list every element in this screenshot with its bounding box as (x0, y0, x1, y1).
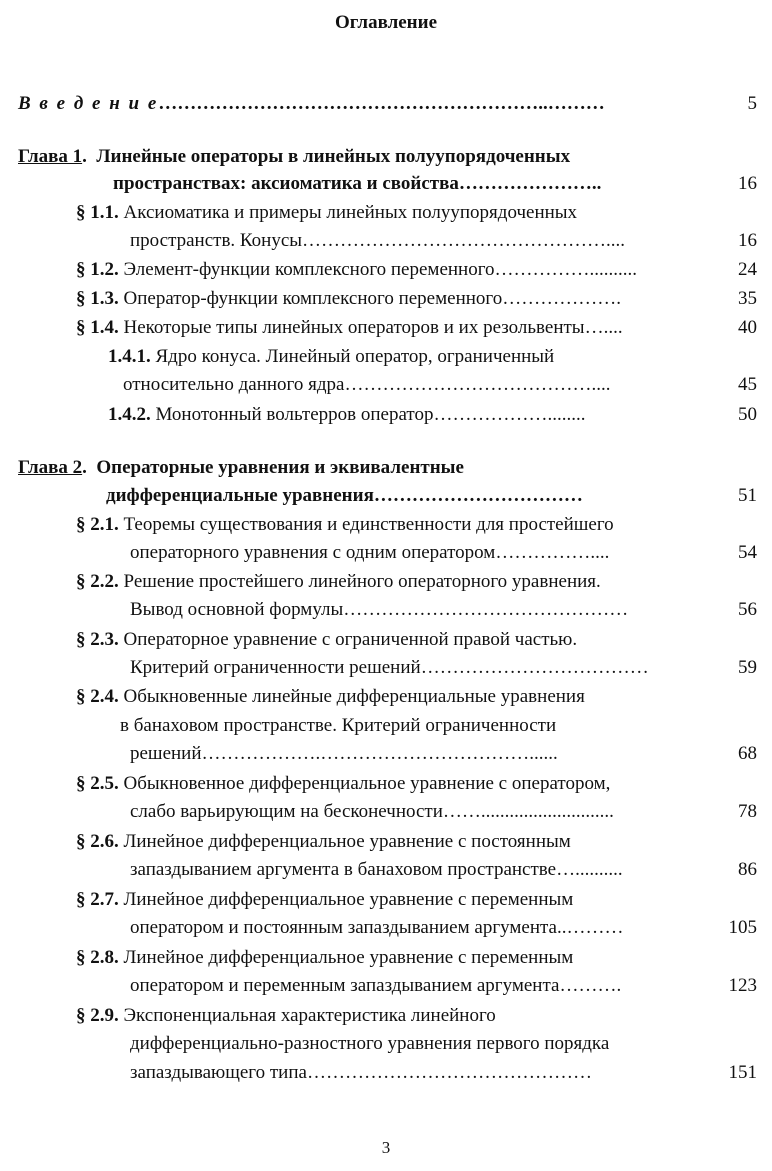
page-title: Оглавление (334, 12, 438, 33)
chapter-1-title-line1: Линейные операторы в линейных полуупорядоченных (96, 146, 571, 167)
section-title-cont: запаздыванием аргумента в банаховом пространстве (130, 859, 557, 880)
section-dots: …………….... (495, 542, 610, 563)
section-number: § 1.1. (76, 202, 119, 223)
toc-entry-2-1-cont (0, 540, 772, 566)
section-dots: ……………………………… (420, 657, 649, 678)
section-dots: ..……… (556, 917, 624, 938)
section-number: § 1.3. (76, 288, 119, 309)
section-page: 50 (738, 404, 757, 425)
toc-entry-2-1 (0, 512, 772, 538)
section-page: 78 (738, 801, 757, 822)
toc-entry-2-5 (0, 771, 772, 797)
section-number: § 2.3. (76, 629, 119, 650)
section-title-cont: Критерий ограниченности решений (130, 657, 421, 678)
section-title: Линейное дифференциальное уравнение с переменным (123, 947, 574, 968)
chapter-1-label: Глава 1 (18, 146, 83, 167)
section-title-cont: пространств. Конусы (130, 230, 303, 251)
section-page: 151 (728, 1062, 757, 1083)
section-page: 40 (738, 317, 757, 338)
section-title-cont: запаздывающего типа (130, 1062, 307, 1083)
section-number: 1.4.1. (108, 346, 151, 367)
toc-entry-2-2 (0, 569, 772, 595)
section-title: Решение простейшего линейного операторного уравнения. (123, 571, 601, 592)
section-title: Операторное уравнение с ограниченной правой частью. (123, 629, 578, 650)
section-dots: ………. (559, 975, 622, 996)
toc-entry-2-4 (0, 684, 772, 710)
section-page: 105 (728, 917, 757, 938)
toc-intro (0, 91, 772, 117)
toc-entry-2-7 (0, 887, 772, 913)
toc-entry-1-2 (0, 257, 772, 283)
section-dots: ….... (584, 317, 623, 338)
section-title: Оператор-функции комплексного переменного (123, 288, 503, 309)
section-number: § 2.8. (76, 947, 119, 968)
section-page: 123 (728, 975, 757, 996)
toc-entry-2-6 (0, 829, 772, 855)
intro-label: В в е д е н и е (18, 93, 159, 114)
toc-entry-1-4-1-cont (0, 372, 772, 398)
section-dots: ……………………………………… (306, 1062, 592, 1083)
section-page: 45 (738, 374, 757, 395)
section-title-cont: относительно данного ядра (123, 374, 345, 395)
section-number: § 2.9. (76, 1005, 119, 1026)
section-page: 35 (738, 288, 757, 309)
toc-entry-2-2-cont (0, 597, 772, 623)
section-number: § 2.5. (76, 773, 119, 794)
toc-entry-2-9-cont (0, 1031, 772, 1057)
chapter-2-dots: …………………………… (373, 485, 583, 506)
toc-entry-2-8 (0, 945, 772, 971)
toc-entry-2-4-cont2 (0, 741, 772, 767)
chapter-2-heading: Глава 2. Операторные уравнения и эквивалентные (18, 457, 464, 478)
section-title: Обыкновенные линейные дифференциальные уравнения (123, 686, 585, 707)
toc-entry-2-7-cont (0, 915, 772, 941)
section-number: 1.4.2. (108, 404, 151, 425)
section-page: 59 (738, 657, 757, 678)
section-number: § 2.2. (76, 571, 119, 592)
section-title-cont: решений (130, 743, 202, 764)
section-dots: ………………………………………….... (302, 230, 626, 251)
toc-entry-2-3 (0, 627, 772, 653)
section-page: 86 (738, 859, 757, 880)
section-title: Элемент-функции комплексного переменного (123, 259, 495, 280)
section-title-cont: операторного уравнения с одним оператором (130, 542, 496, 563)
toc-entry-2-5-cont (0, 799, 772, 825)
section-number: § 2.1. (76, 514, 119, 535)
section-page: 24 (738, 259, 757, 280)
section-title-cont: в банаховом пространстве. Критерий ограниченности (120, 715, 557, 736)
chapter-1-heading-cont (0, 171, 772, 197)
toc-entry-2-8-cont (0, 973, 772, 999)
section-dots: …………….......... (494, 259, 638, 280)
chapter-2-label: Глава 2 (18, 457, 83, 478)
intro-dots: ……………………………………………………..……… (158, 93, 605, 114)
chapter-2-page: 51 (738, 485, 757, 506)
toc-entry-2-3-cont (0, 655, 772, 681)
chapter-1-title-line2: пространствах: аксиоматика и свойства (113, 173, 459, 194)
section-title: Линейное дифференциальное уравнение с постоянным (123, 831, 571, 852)
section-number: § 1.4. (76, 317, 119, 338)
chapter-2-title-line2: дифференциальные уравнения (106, 485, 374, 506)
section-dots: ….......... (556, 859, 623, 880)
section-title: Теоремы существования и единственности для простейшего (123, 514, 614, 535)
toc-entry-1-4-2 (0, 402, 772, 428)
toc-entry-2-4-cont (0, 713, 772, 739)
section-page: 54 (738, 542, 757, 563)
section-number: § 2.4. (76, 686, 119, 707)
section-title-cont: оператором и переменным запаздыванием аргумента (130, 975, 560, 996)
chapter-1-heading: Глава 1. Линейные операторы в линейных полуупорядоченных (18, 146, 571, 167)
section-dots: ……………….……………………………...... (201, 743, 558, 764)
section-page: 56 (738, 599, 757, 620)
section-title: Монотонный вольтерров оператор (155, 404, 434, 425)
section-title: Линейное дифференциальное уравнение с переменным (123, 889, 574, 910)
section-title-cont: Вывод основной формулы (130, 599, 344, 620)
toc-entry-1-1 (0, 200, 772, 226)
section-title-cont: оператором и постоянным запаздыванием аргумента (130, 917, 557, 938)
section-number: § 2.7. (76, 889, 119, 910)
section-title: Обыкновенное дифференциальное уравнение с оператором, (123, 773, 611, 794)
toc-entry-2-9 (0, 1003, 772, 1029)
section-page: 68 (738, 743, 757, 764)
section-title: Экспоненциальная характеристика линейного (123, 1005, 496, 1026)
chapter-1-page: 16 (738, 173, 757, 194)
section-title-cont: слабо варьирующим на бесконечности (130, 801, 443, 822)
toc-entry-2-9-cont2 (0, 1060, 772, 1086)
toc-entry-2-6-cont (0, 857, 772, 883)
toc-entry-1-1-cont (0, 228, 772, 254)
section-title-cont: дифференциально-разностного уравнения первого порядка (130, 1033, 610, 1054)
toc-entry-1-4-1 (0, 344, 772, 370)
section-dots: ………………. (502, 288, 621, 309)
chapter-1-dots: ………………….. (458, 173, 602, 194)
chapter-2-title-line1: Операторные уравнения и эквивалентные (96, 457, 464, 478)
toc-entry-1-3 (0, 286, 772, 312)
section-dots: ………………........ (433, 404, 586, 425)
section-number: § 1.2. (76, 259, 119, 280)
toc-entry-1-4 (0, 315, 772, 341)
section-title: Ядро конуса. Линейный оператор, ограниченный (155, 346, 555, 367)
section-title: Аксиоматика и примеры линейных полуупорядоченных (123, 202, 578, 223)
section-title: Некоторые типы линейных операторов и их резольвенты (123, 317, 585, 338)
page-number: 3 (381, 1138, 391, 1157)
section-dots: ……………………………………… (343, 599, 629, 620)
section-page: 16 (738, 230, 757, 251)
chapter-2-heading-cont (0, 483, 772, 509)
section-dots: ………………………………….... (344, 374, 611, 395)
section-dots: ……............................ (442, 801, 614, 822)
section-number: § 2.6. (76, 831, 119, 852)
intro-page: 5 (747, 93, 757, 114)
